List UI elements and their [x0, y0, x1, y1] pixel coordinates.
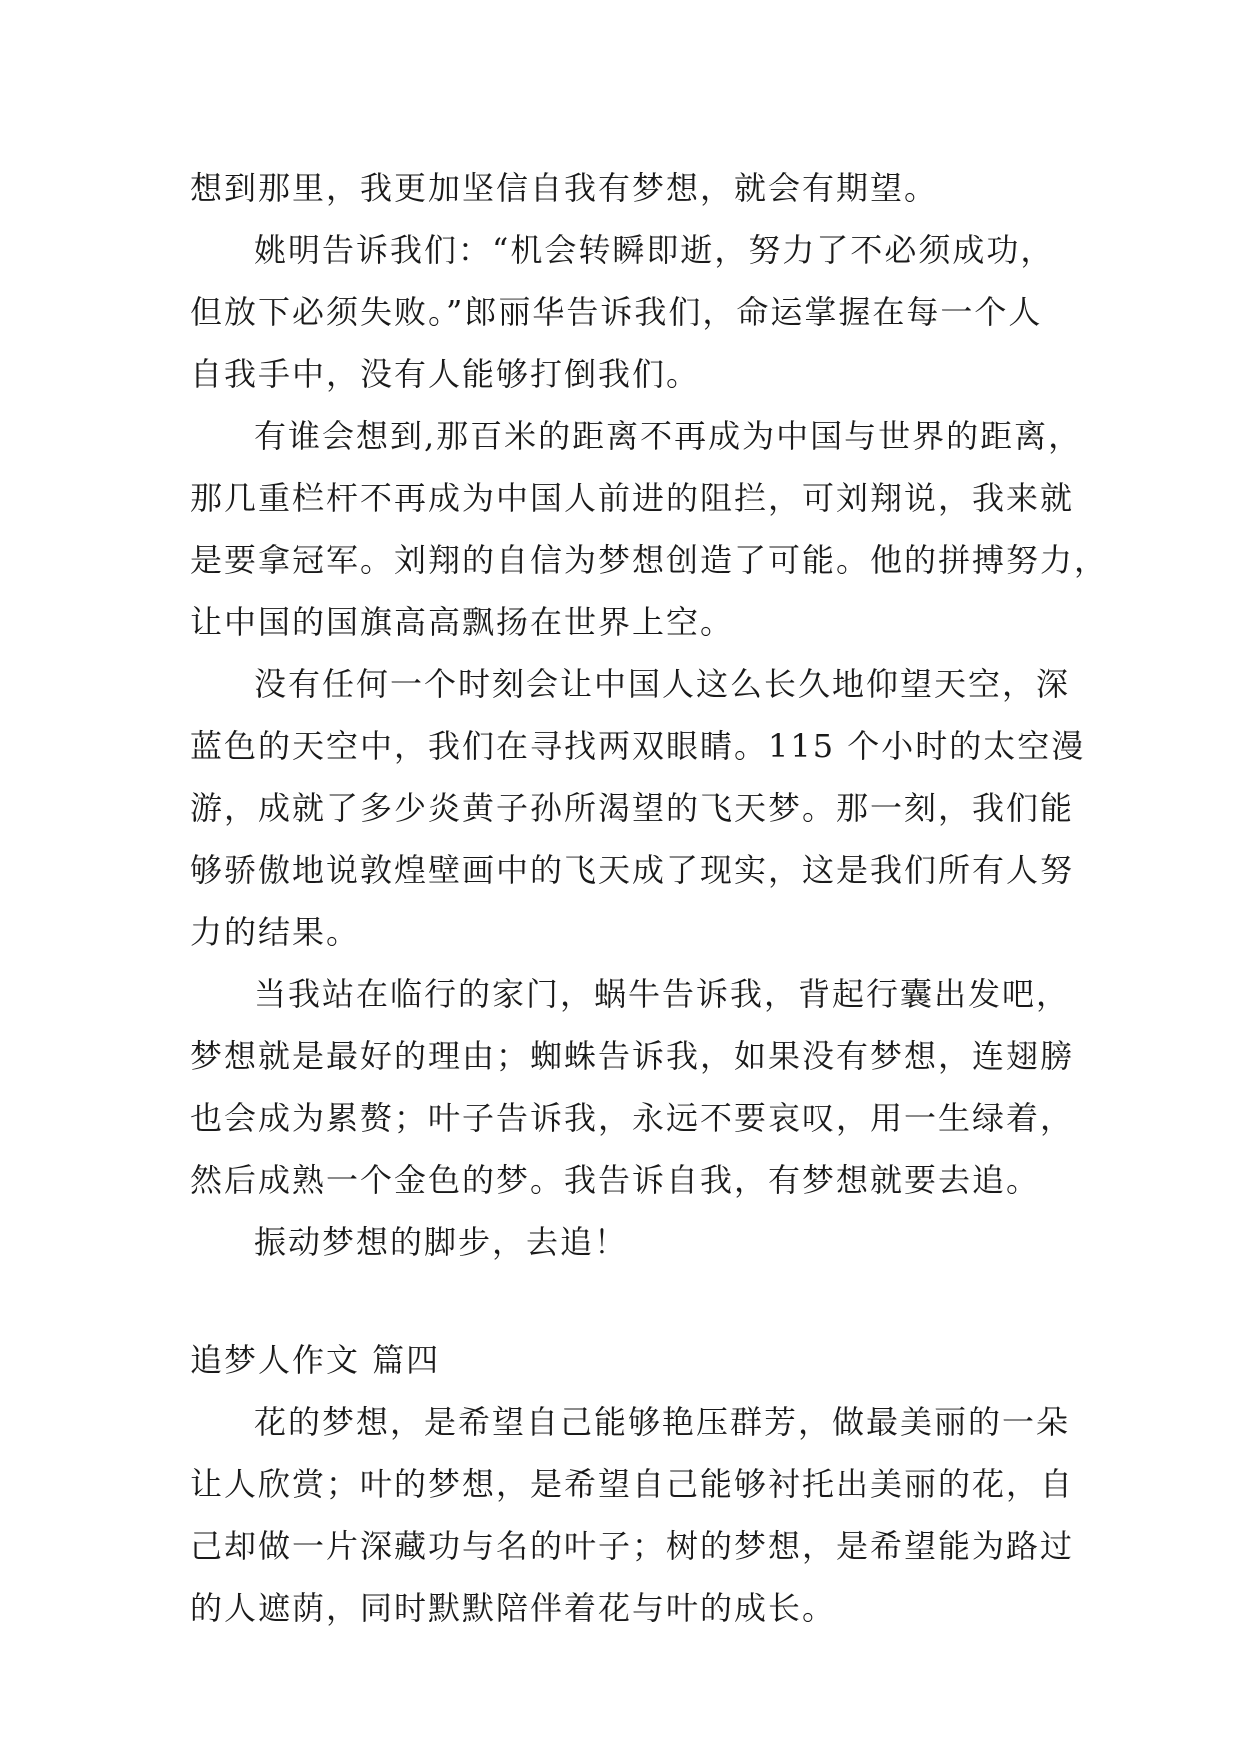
section-heading-block [190, 1329, 1070, 1391]
section-heading: 追梦人作文 篇四 [190, 1341, 441, 1379]
paragraph-2 [190, 219, 1070, 405]
essay-body [190, 157, 1109, 1639]
paragraph-7 [190, 1391, 1075, 1639]
text-line: 够骄傲地说敦煌壁画中的飞天成了现实，这是我们所有人努 [190, 851, 1075, 889]
section-spacer [190, 1273, 1070, 1329]
paragraph-5 [190, 963, 1075, 1211]
text-line: 让人欣赏；叶的梦想，是希望自己能够衬托出美丽的花，自 [190, 1465, 1075, 1503]
text-line: 那几重栏杆不再成为中国人前进的阻拦，可刘翔说，我来就 [190, 479, 1075, 517]
text-line: 姚明告诉我们：“机会转瞬即逝，努力了不必须成功， [254, 231, 1055, 269]
text-line: 己却做一片深藏功与名的叶子；树的梦想，是希望能为路过 [190, 1527, 1075, 1565]
text-line: 梦想就是最好的理由；蜘蛛告诉我，如果没有梦想，连翅膀 [190, 1037, 1075, 1075]
text-line: 但放下必须失败。”郎丽华告诉我们，命运掌握在每一个人 [190, 293, 1043, 331]
paragraph-4 [190, 653, 1086, 963]
text-line: 的人遮荫，同时默默陪伴着花与叶的成长。 [190, 1589, 837, 1627]
text-line: 也会成为累赘；叶子告诉我，永远不要哀叹，用一生绿着， [190, 1099, 1075, 1137]
paragraph-3 [190, 405, 1109, 653]
text-line: 自我手中，没有人能够打倒我们。 [190, 355, 701, 393]
text-line: 振动梦想的脚步，去追！ [254, 1223, 629, 1261]
text-line: 然后成熟一个金色的梦。我告诉自我，有梦想就要去追。 [190, 1161, 1041, 1199]
text-line: 想到那里，我更加坚信自我有梦想，就会有期望。 [190, 169, 939, 207]
paragraph-1 [190, 157, 1070, 219]
text-line: 当我站在临行的家门，蜗牛告诉我，背起行囊出发吧， [254, 975, 1071, 1013]
text-line: 是要拿冠军。刘翔的自信为梦想创造了可能。他的拼搏努力， [190, 541, 1109, 579]
text-line: 花的梦想，是希望自己能够艳压群芳，做最美丽的一朵 [254, 1403, 1071, 1441]
text-line: 力的结果。 [190, 913, 361, 951]
text-line: 有谁会想到,那百米的距离不再成为中国与世界的距离， [254, 417, 1083, 455]
text-line: 没有任何一个时刻会让中国人这么长久地仰望天空，深 [254, 665, 1071, 703]
text-line: 蓝色的天空中，我们在寻找两双眼睛。115 个小时的太空漫 [190, 727, 1086, 765]
paragraph-6 [190, 1211, 1070, 1273]
text-line: 让中国的国旗高高飘扬在世界上空。 [190, 603, 735, 641]
text-line: 游，成就了多少炎黄子孙所渴望的飞天梦。那一刻，我们能 [190, 789, 1075, 827]
